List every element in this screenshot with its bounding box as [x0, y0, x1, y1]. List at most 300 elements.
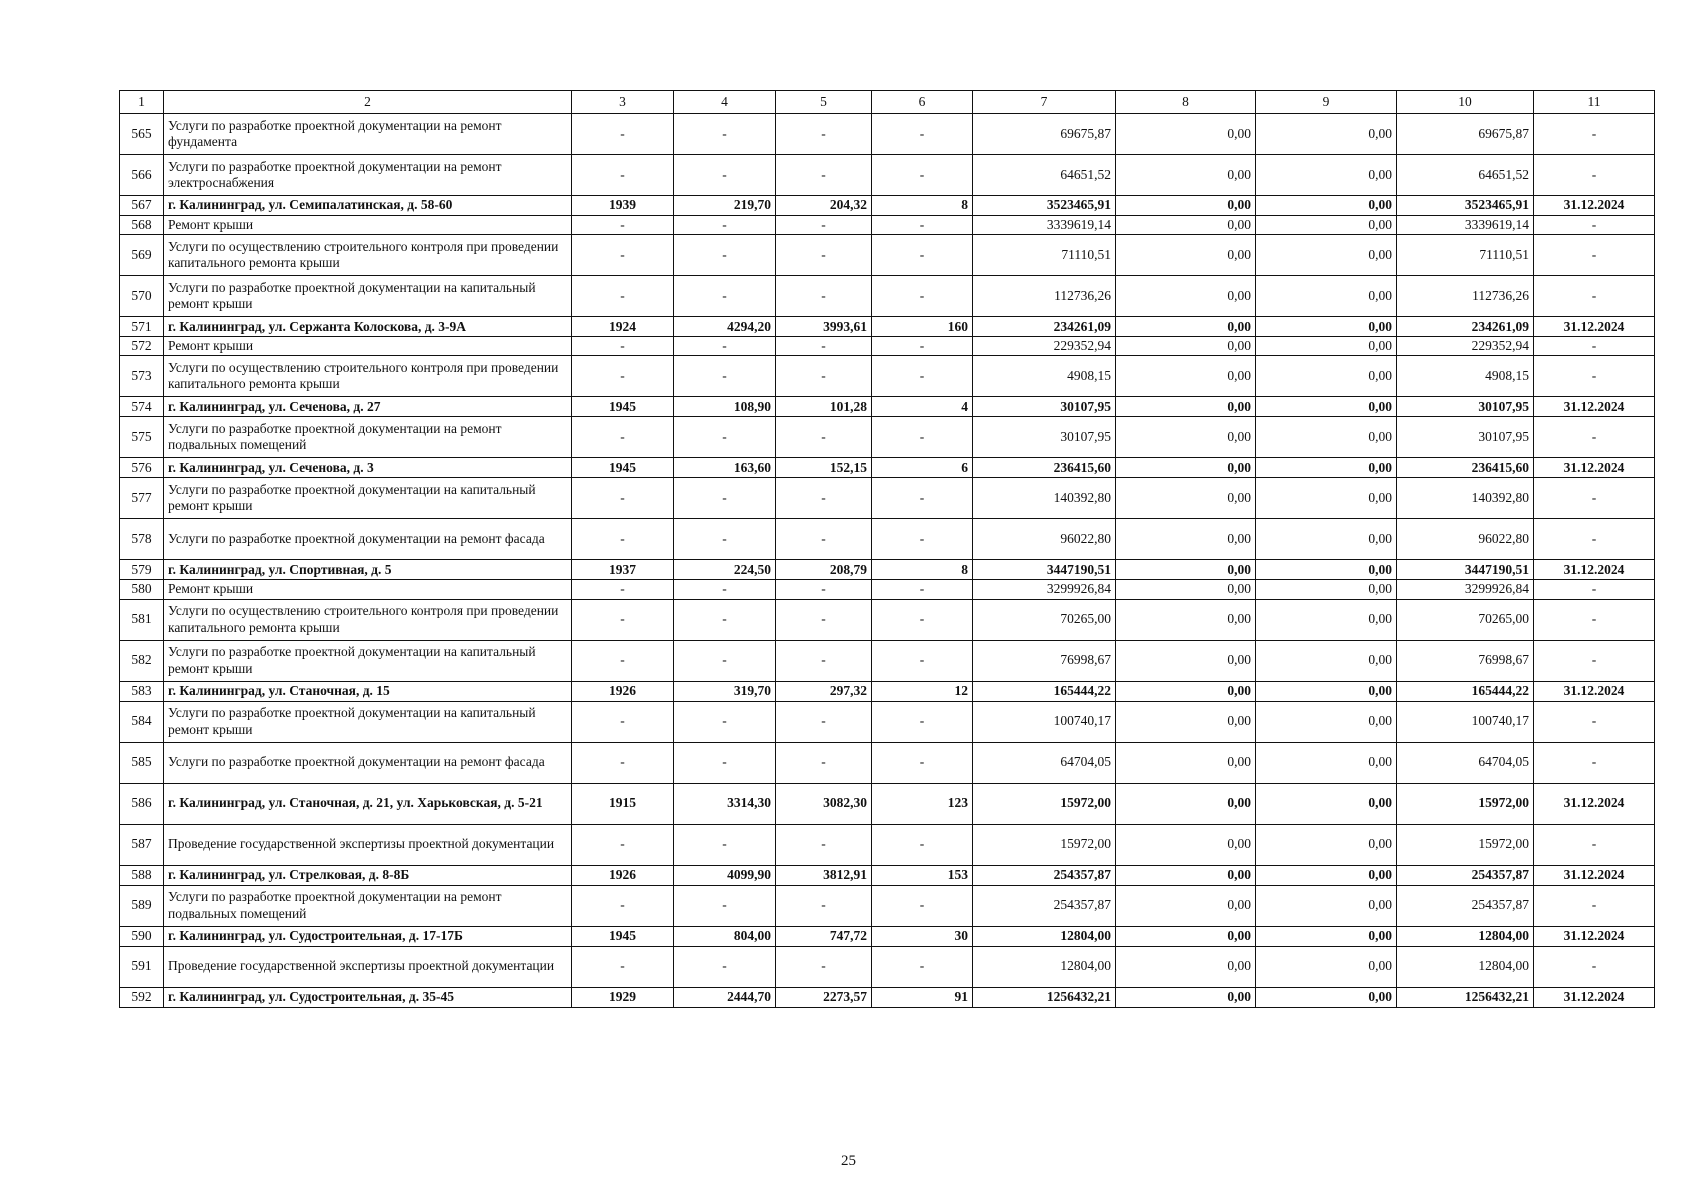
cost-budget-cell: 0,00	[1256, 519, 1397, 560]
year-cell: 1945	[572, 397, 674, 417]
work-row	[120, 337, 1655, 356]
residents-cell: -	[872, 946, 973, 987]
address-row	[120, 397, 1655, 417]
column-number: 2	[164, 91, 572, 114]
cost-owners-cell: 100740,17	[1397, 701, 1534, 742]
residents-cell: 8	[872, 560, 973, 580]
row-number-cell: 574	[120, 397, 164, 417]
area-living-cell: 208,79	[776, 560, 872, 580]
area-total-cell: -	[674, 478, 776, 519]
area-total-cell: -	[674, 337, 776, 356]
column-number: 3	[572, 91, 674, 114]
row-number-cell: 568	[120, 216, 164, 235]
residents-cell: 160	[872, 317, 973, 337]
item-name-cell: Услуги по разработке проектной документации на ремонт фасада	[164, 742, 572, 783]
deadline-cell: 31.12.2024	[1534, 560, 1655, 580]
cost-total-cell: 70265,00	[973, 599, 1116, 640]
area-total-cell: -	[674, 580, 776, 599]
cost-total-cell: 15972,00	[973, 824, 1116, 865]
cost-budget-cell: 0,00	[1256, 114, 1397, 155]
cost-budget-cell: 0,00	[1256, 681, 1397, 701]
cost-fund-cell: 0,00	[1116, 216, 1256, 235]
cost-total-cell: 234261,09	[973, 317, 1116, 337]
year-cell: -	[572, 356, 674, 397]
cost-owners-cell: 64651,52	[1397, 155, 1534, 196]
area-living-cell: -	[776, 885, 872, 926]
deadline-cell: -	[1534, 235, 1655, 276]
deadline-cell: -	[1534, 885, 1655, 926]
cost-budget-cell: 0,00	[1256, 478, 1397, 519]
item-name-cell: Услуги по осуществлению строительного контроля при проведении капитального ремонта крыши	[164, 599, 572, 640]
cost-total-cell: 3447190,51	[973, 560, 1116, 580]
cost-fund-cell: 0,00	[1116, 155, 1256, 196]
item-name-cell: г. Калининград, ул. Станочная, д. 15	[164, 681, 572, 701]
cost-fund-cell: 0,00	[1116, 599, 1256, 640]
work-row	[120, 824, 1655, 865]
year-cell: -	[572, 417, 674, 458]
cost-owners-cell: 96022,80	[1397, 519, 1534, 560]
cost-owners-cell: 30107,95	[1397, 417, 1534, 458]
work-row	[120, 946, 1655, 987]
row-number-cell: 580	[120, 580, 164, 599]
work-row	[120, 519, 1655, 560]
area-total-cell: 2444,70	[674, 987, 776, 1007]
work-row	[120, 356, 1655, 397]
area-total-cell: -	[674, 519, 776, 560]
area-living-cell: -	[776, 235, 872, 276]
area-total-cell: 108,90	[674, 397, 776, 417]
area-total-cell: 163,60	[674, 458, 776, 478]
cost-fund-cell: 0,00	[1116, 478, 1256, 519]
work-row	[120, 580, 1655, 599]
residents-cell: 91	[872, 987, 973, 1007]
item-name-cell: г. Калининград, ул. Стрелковая, д. 8-8Б	[164, 865, 572, 885]
item-name-cell: Ремонт крыши	[164, 216, 572, 235]
item-name-cell: Услуги по осуществлению строительного контроля при проведении капитального ремонта крыши	[164, 356, 572, 397]
cost-budget-cell: 0,00	[1256, 458, 1397, 478]
deadline-cell: -	[1534, 276, 1655, 317]
cost-budget-cell: 0,00	[1256, 560, 1397, 580]
area-total-cell: 4099,90	[674, 865, 776, 885]
cost-fund-cell: 0,00	[1116, 560, 1256, 580]
area-total-cell: -	[674, 640, 776, 681]
residents-cell: -	[872, 155, 973, 196]
cost-total-cell: 69675,87	[973, 114, 1116, 155]
cost-fund-cell: 0,00	[1116, 681, 1256, 701]
cost-fund-cell: 0,00	[1116, 196, 1256, 216]
year-cell: -	[572, 216, 674, 235]
work-row	[120, 235, 1655, 276]
area-living-cell: -	[776, 640, 872, 681]
area-total-cell: -	[674, 946, 776, 987]
cost-budget-cell: 0,00	[1256, 337, 1397, 356]
cost-total-cell: 12804,00	[973, 926, 1116, 946]
cost-budget-cell: 0,00	[1256, 580, 1397, 599]
cost-owners-cell: 1256432,21	[1397, 987, 1534, 1007]
column-number: 1	[120, 91, 164, 114]
cost-total-cell: 112736,26	[973, 276, 1116, 317]
cost-total-cell: 3339619,14	[973, 216, 1116, 235]
cost-owners-cell: 229352,94	[1397, 337, 1534, 356]
item-name-cell: Услуги по разработке проектной документации на капитальный ремонт крыши	[164, 701, 572, 742]
work-row	[120, 885, 1655, 926]
column-number: 7	[973, 91, 1116, 114]
cost-total-cell: 64704,05	[973, 742, 1116, 783]
item-name-cell: Услуги по разработке проектной документации на капитальный ремонт крыши	[164, 478, 572, 519]
deadline-cell: 31.12.2024	[1534, 926, 1655, 946]
item-name-cell: Услуги по разработке проектной документации на ремонт электроснабжения	[164, 155, 572, 196]
area-living-cell: 747,72	[776, 926, 872, 946]
area-living-cell: -	[776, 337, 872, 356]
cost-budget-cell: 0,00	[1256, 701, 1397, 742]
item-name-cell: г. Калининград, ул. Сеченова, д. 27	[164, 397, 572, 417]
cost-budget-cell: 0,00	[1256, 317, 1397, 337]
row-number-cell: 581	[120, 599, 164, 640]
row-number-cell: 590	[120, 926, 164, 946]
area-living-cell: -	[776, 155, 872, 196]
cost-total-cell: 1256432,21	[973, 987, 1116, 1007]
address-row	[120, 681, 1655, 701]
cost-total-cell: 236415,60	[973, 458, 1116, 478]
item-name-cell: Услуги по разработке проектной документации на ремонт фундамента	[164, 114, 572, 155]
residents-cell: 123	[872, 783, 973, 824]
area-total-cell: -	[674, 155, 776, 196]
deadline-cell: -	[1534, 155, 1655, 196]
area-living-cell: 297,32	[776, 681, 872, 701]
cost-fund-cell: 0,00	[1116, 946, 1256, 987]
area-living-cell: 2273,57	[776, 987, 872, 1007]
work-row	[120, 276, 1655, 317]
item-name-cell: Услуги по разработке проектной документации на капитальный ремонт крыши	[164, 640, 572, 681]
cost-total-cell: 4908,15	[973, 356, 1116, 397]
item-name-cell: г. Калининград, ул. Семипалатинская, д. 58-60	[164, 196, 572, 216]
cost-fund-cell: 0,00	[1116, 783, 1256, 824]
area-living-cell: -	[776, 824, 872, 865]
cost-owners-cell: 30107,95	[1397, 397, 1534, 417]
year-cell: -	[572, 114, 674, 155]
item-name-cell: Ремонт крыши	[164, 337, 572, 356]
work-row	[120, 478, 1655, 519]
work-row	[120, 216, 1655, 235]
year-cell: 1937	[572, 560, 674, 580]
address-row	[120, 317, 1655, 337]
cost-total-cell: 64651,52	[973, 155, 1116, 196]
cost-fund-cell: 0,00	[1116, 987, 1256, 1007]
row-number-cell: 569	[120, 235, 164, 276]
year-cell: 1915	[572, 783, 674, 824]
area-living-cell: -	[776, 742, 872, 783]
residents-cell: -	[872, 701, 973, 742]
row-number-cell: 586	[120, 783, 164, 824]
year-cell: -	[572, 519, 674, 560]
cost-owners-cell: 64704,05	[1397, 742, 1534, 783]
cost-budget-cell: 0,00	[1256, 417, 1397, 458]
residents-cell: -	[872, 885, 973, 926]
cost-total-cell: 165444,22	[973, 681, 1116, 701]
item-name-cell: Услуги по разработке проектной документации на ремонт подвальных помещений	[164, 417, 572, 458]
work-row	[120, 155, 1655, 196]
residents-cell: 12	[872, 681, 973, 701]
cost-budget-cell: 0,00	[1256, 196, 1397, 216]
cost-fund-cell: 0,00	[1116, 417, 1256, 458]
deadline-cell: -	[1534, 701, 1655, 742]
cost-fund-cell: 0,00	[1116, 885, 1256, 926]
cost-budget-cell: 0,00	[1256, 216, 1397, 235]
cost-owners-cell: 3299926,84	[1397, 580, 1534, 599]
deadline-cell: 31.12.2024	[1534, 681, 1655, 701]
cost-owners-cell: 3447190,51	[1397, 560, 1534, 580]
work-row	[120, 701, 1655, 742]
address-row	[120, 926, 1655, 946]
cost-budget-cell: 0,00	[1256, 926, 1397, 946]
area-living-cell: 3082,30	[776, 783, 872, 824]
row-number-cell: 576	[120, 458, 164, 478]
year-cell: -	[572, 599, 674, 640]
cost-total-cell: 30107,95	[973, 397, 1116, 417]
item-name-cell: Услуги по разработке проектной документации на ремонт подвальных помещений	[164, 885, 572, 926]
page-number: 25	[841, 1153, 856, 1169]
year-cell: 1939	[572, 196, 674, 216]
area-total-cell: -	[674, 356, 776, 397]
area-total-cell: 804,00	[674, 926, 776, 946]
year-cell: -	[572, 640, 674, 681]
area-total-cell: 219,70	[674, 196, 776, 216]
residents-cell: -	[872, 599, 973, 640]
cost-owners-cell: 165444,22	[1397, 681, 1534, 701]
item-name-cell: г. Калининград, ул. Спортивная, д. 5	[164, 560, 572, 580]
area-living-cell: -	[776, 478, 872, 519]
cost-budget-cell: 0,00	[1256, 155, 1397, 196]
residents-cell: -	[872, 519, 973, 560]
year-cell: 1945	[572, 458, 674, 478]
cost-budget-cell: 0,00	[1256, 640, 1397, 681]
cost-total-cell: 71110,51	[973, 235, 1116, 276]
deadline-cell: 31.12.2024	[1534, 783, 1655, 824]
item-name-cell: г. Калининград, ул. Сеченова, д. 3	[164, 458, 572, 478]
cost-fund-cell: 0,00	[1116, 356, 1256, 397]
address-row	[120, 865, 1655, 885]
area-living-cell: 152,15	[776, 458, 872, 478]
column-number: 5	[776, 91, 872, 114]
row-number-cell: 589	[120, 885, 164, 926]
cost-budget-cell: 0,00	[1256, 783, 1397, 824]
item-name-cell: г. Калининград, ул. Судостроительная, д. 17-17Б	[164, 926, 572, 946]
year-cell: 1929	[572, 987, 674, 1007]
residents-cell: -	[872, 417, 973, 458]
residents-cell: -	[872, 824, 973, 865]
deadline-cell: 31.12.2024	[1534, 987, 1655, 1007]
year-cell: 1926	[572, 865, 674, 885]
column-number: 10	[1397, 91, 1534, 114]
residents-cell: -	[872, 114, 973, 155]
residents-cell: -	[872, 580, 973, 599]
year-cell: -	[572, 824, 674, 865]
cost-owners-cell: 3523465,91	[1397, 196, 1534, 216]
row-number-cell: 575	[120, 417, 164, 458]
deadline-cell: -	[1534, 640, 1655, 681]
cost-total-cell: 3299926,84	[973, 580, 1116, 599]
work-row	[120, 599, 1655, 640]
area-living-cell: 3812,91	[776, 865, 872, 885]
cost-budget-cell: 0,00	[1256, 987, 1397, 1007]
item-name-cell: Проведение государственной экспертизы проектной документации	[164, 946, 572, 987]
area-total-cell: -	[674, 276, 776, 317]
cost-total-cell: 140392,80	[973, 478, 1116, 519]
area-living-cell: -	[776, 599, 872, 640]
cost-budget-cell: 0,00	[1256, 865, 1397, 885]
cost-total-cell: 76998,67	[973, 640, 1116, 681]
year-cell: -	[572, 580, 674, 599]
cost-budget-cell: 0,00	[1256, 742, 1397, 783]
cost-fund-cell: 0,00	[1116, 397, 1256, 417]
cost-fund-cell: 0,00	[1116, 926, 1256, 946]
cost-owners-cell: 254357,87	[1397, 885, 1534, 926]
cost-owners-cell: 12804,00	[1397, 946, 1534, 987]
year-cell: -	[572, 701, 674, 742]
column-number: 11	[1534, 91, 1655, 114]
cost-owners-cell: 15972,00	[1397, 783, 1534, 824]
area-living-cell: -	[776, 946, 872, 987]
deadline-cell: 31.12.2024	[1534, 317, 1655, 337]
cost-total-cell: 15972,00	[973, 783, 1116, 824]
row-number-cell: 582	[120, 640, 164, 681]
deadline-cell: -	[1534, 946, 1655, 987]
area-total-cell: -	[674, 417, 776, 458]
row-number-cell: 584	[120, 701, 164, 742]
area-living-cell: -	[776, 114, 872, 155]
residents-cell: 4	[872, 397, 973, 417]
cost-fund-cell: 0,00	[1116, 865, 1256, 885]
cost-fund-cell: 0,00	[1116, 235, 1256, 276]
residents-cell: -	[872, 478, 973, 519]
year-cell: -	[572, 946, 674, 987]
cost-budget-cell: 0,00	[1256, 235, 1397, 276]
cost-fund-cell: 0,00	[1116, 337, 1256, 356]
cost-budget-cell: 0,00	[1256, 356, 1397, 397]
area-living-cell: -	[776, 356, 872, 397]
address-row	[120, 783, 1655, 824]
area-living-cell: 101,28	[776, 397, 872, 417]
cost-owners-cell: 140392,80	[1397, 478, 1534, 519]
row-number-cell: 587	[120, 824, 164, 865]
row-number-cell: 585	[120, 742, 164, 783]
cost-fund-cell: 0,00	[1116, 276, 1256, 317]
work-row	[120, 640, 1655, 681]
item-name-cell: Проведение государственной экспертизы проектной документации	[164, 824, 572, 865]
item-name-cell: г. Калининград, ул. Судостроительная, д. 35-45	[164, 987, 572, 1007]
area-living-cell: -	[776, 417, 872, 458]
cost-owners-cell: 112736,26	[1397, 276, 1534, 317]
deadline-cell: -	[1534, 356, 1655, 397]
cost-fund-cell: 0,00	[1116, 701, 1256, 742]
cost-total-cell: 3523465,91	[973, 196, 1116, 216]
year-cell: -	[572, 478, 674, 519]
cost-owners-cell: 70265,00	[1397, 599, 1534, 640]
cost-owners-cell: 15972,00	[1397, 824, 1534, 865]
cost-owners-cell: 69675,87	[1397, 114, 1534, 155]
area-living-cell: -	[776, 216, 872, 235]
cost-owners-cell: 12804,00	[1397, 926, 1534, 946]
row-number-cell: 578	[120, 519, 164, 560]
deadline-cell: -	[1534, 337, 1655, 356]
item-name-cell: г. Калининград, ул. Сержанта Колоскова, д. 3-9А	[164, 317, 572, 337]
deadline-cell: 31.12.2024	[1534, 458, 1655, 478]
area-living-cell: 204,32	[776, 196, 872, 216]
cost-fund-cell: 0,00	[1116, 580, 1256, 599]
work-row	[120, 114, 1655, 155]
row-number-cell: 583	[120, 681, 164, 701]
cost-owners-cell: 4908,15	[1397, 356, 1534, 397]
deadline-cell: -	[1534, 114, 1655, 155]
column-number: 6	[872, 91, 973, 114]
row-number-cell: 573	[120, 356, 164, 397]
deadline-cell: 31.12.2024	[1534, 865, 1655, 885]
area-total-cell: -	[674, 824, 776, 865]
residents-cell: 30	[872, 926, 973, 946]
address-row	[120, 196, 1655, 216]
deadline-cell: 31.12.2024	[1534, 397, 1655, 417]
year-cell: -	[572, 742, 674, 783]
cost-budget-cell: 0,00	[1256, 397, 1397, 417]
table-body	[120, 91, 1655, 1008]
residents-cell: 153	[872, 865, 973, 885]
cost-owners-cell: 3339619,14	[1397, 216, 1534, 235]
item-name-cell: Ремонт крыши	[164, 580, 572, 599]
deadline-cell: -	[1534, 417, 1655, 458]
deadline-cell: -	[1534, 580, 1655, 599]
work-row	[120, 417, 1655, 458]
cost-budget-cell: 0,00	[1256, 599, 1397, 640]
work-row	[120, 742, 1655, 783]
row-number-cell: 565	[120, 114, 164, 155]
row-number-cell: 592	[120, 987, 164, 1007]
area-total-cell: -	[674, 742, 776, 783]
row-number-cell: 577	[120, 478, 164, 519]
row-number-cell: 570	[120, 276, 164, 317]
row-number-cell: 588	[120, 865, 164, 885]
area-total-cell: -	[674, 114, 776, 155]
deadline-cell: 31.12.2024	[1534, 196, 1655, 216]
area-living-cell: -	[776, 580, 872, 599]
area-living-cell: -	[776, 519, 872, 560]
deadline-cell: -	[1534, 519, 1655, 560]
address-row	[120, 458, 1655, 478]
residents-cell: 6	[872, 458, 973, 478]
residents-cell: -	[872, 235, 973, 276]
area-living-cell: 3993,61	[776, 317, 872, 337]
item-name-cell: Услуги по осуществлению строительного контроля при проведении капитального ремонта крыши	[164, 235, 572, 276]
cost-owners-cell: 254357,87	[1397, 865, 1534, 885]
item-name-cell: г. Калининград, ул. Станочная, д. 21, ул. Харьковская, д. 5-21	[164, 783, 572, 824]
area-total-cell: -	[674, 599, 776, 640]
row-number-cell: 579	[120, 560, 164, 580]
cost-fund-cell: 0,00	[1116, 742, 1256, 783]
column-number: 8	[1116, 91, 1256, 114]
cost-fund-cell: 0,00	[1116, 519, 1256, 560]
cost-fund-cell: 0,00	[1116, 640, 1256, 681]
row-number-cell: 566	[120, 155, 164, 196]
residents-cell: -	[872, 742, 973, 783]
residents-cell: -	[872, 356, 973, 397]
item-name-cell: Услуги по разработке проектной документации на ремонт фасада	[164, 519, 572, 560]
row-number-cell: 571	[120, 317, 164, 337]
column-number: 9	[1256, 91, 1397, 114]
area-total-cell: 319,70	[674, 681, 776, 701]
area-living-cell: -	[776, 701, 872, 742]
area-total-cell: -	[674, 885, 776, 926]
cost-total-cell: 254357,87	[973, 865, 1116, 885]
cost-owners-cell: 76998,67	[1397, 640, 1534, 681]
